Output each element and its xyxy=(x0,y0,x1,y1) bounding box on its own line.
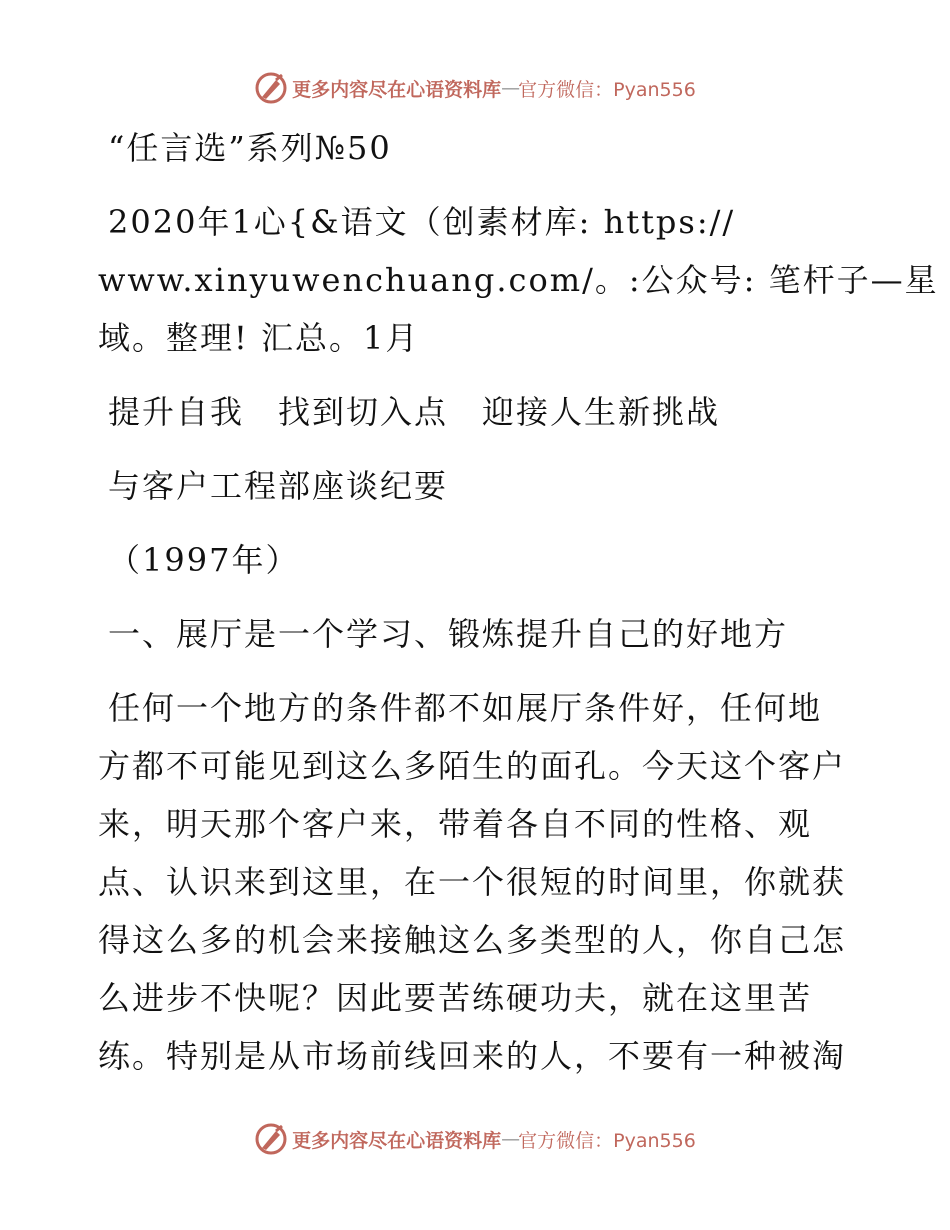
watermark-separator: — xyxy=(501,77,519,99)
body-line-6: 么进步不快呢？因此要苦练硬功夫，就在这里苦 xyxy=(98,979,813,1017)
watermark-text: 更多内容尽在心语资料库 xyxy=(292,78,502,101)
series-title: “任言选”系列№50 xyxy=(108,129,392,167)
watermark-header xyxy=(0,68,950,108)
info-line-2: www.xinyuwenchuang.com/。:公众号: 笔杆子—星 xyxy=(98,261,939,299)
quill-logo-icon xyxy=(254,71,288,105)
body-line-2: 方都不可能见到这么多陌生的面孔。今天这个客户 xyxy=(98,747,847,785)
year-label: （1997年） xyxy=(108,541,300,579)
subtitle: 与客户工程部座谈纪要 xyxy=(108,467,449,505)
body-line-3: 来，明天那个客户来，带着各自不同的性格、观 xyxy=(98,805,813,843)
body-line-1: 任何一个地方的条件都不如展厅条件好，任何地 xyxy=(108,689,823,727)
watermark-contact: 官方微信：Pyan556 xyxy=(518,1129,696,1152)
section-heading: 一、展厅是一个学习、锻炼提升自己的好地方 xyxy=(108,615,789,653)
body-line-4: 点、认识来到这里，在一个很短的时间里，你就获 xyxy=(98,863,847,901)
watermark-footer xyxy=(0,1119,950,1159)
body-line-7: 练。特别是从市场前线回来的人，不要有一种被淘 xyxy=(98,1037,847,1075)
body-line-5: 得这么多的机会来接触这么多类型的人，你自己怎 xyxy=(98,921,847,959)
watermark-contact: 官方微信：Pyan556 xyxy=(518,78,696,101)
info-line-3: 域。整理! 汇总。1月 xyxy=(98,319,420,357)
headline: 提升自我 找到切入点 迎接人生新挑战 xyxy=(108,393,721,431)
watermark-text: 更多内容尽在心语资料库 xyxy=(292,1129,502,1152)
watermark-separator: — xyxy=(501,1128,519,1150)
quill-logo-icon xyxy=(254,1122,288,1156)
info-line-1: 2020年1心{&语文（创素材库: https:// xyxy=(108,203,736,241)
